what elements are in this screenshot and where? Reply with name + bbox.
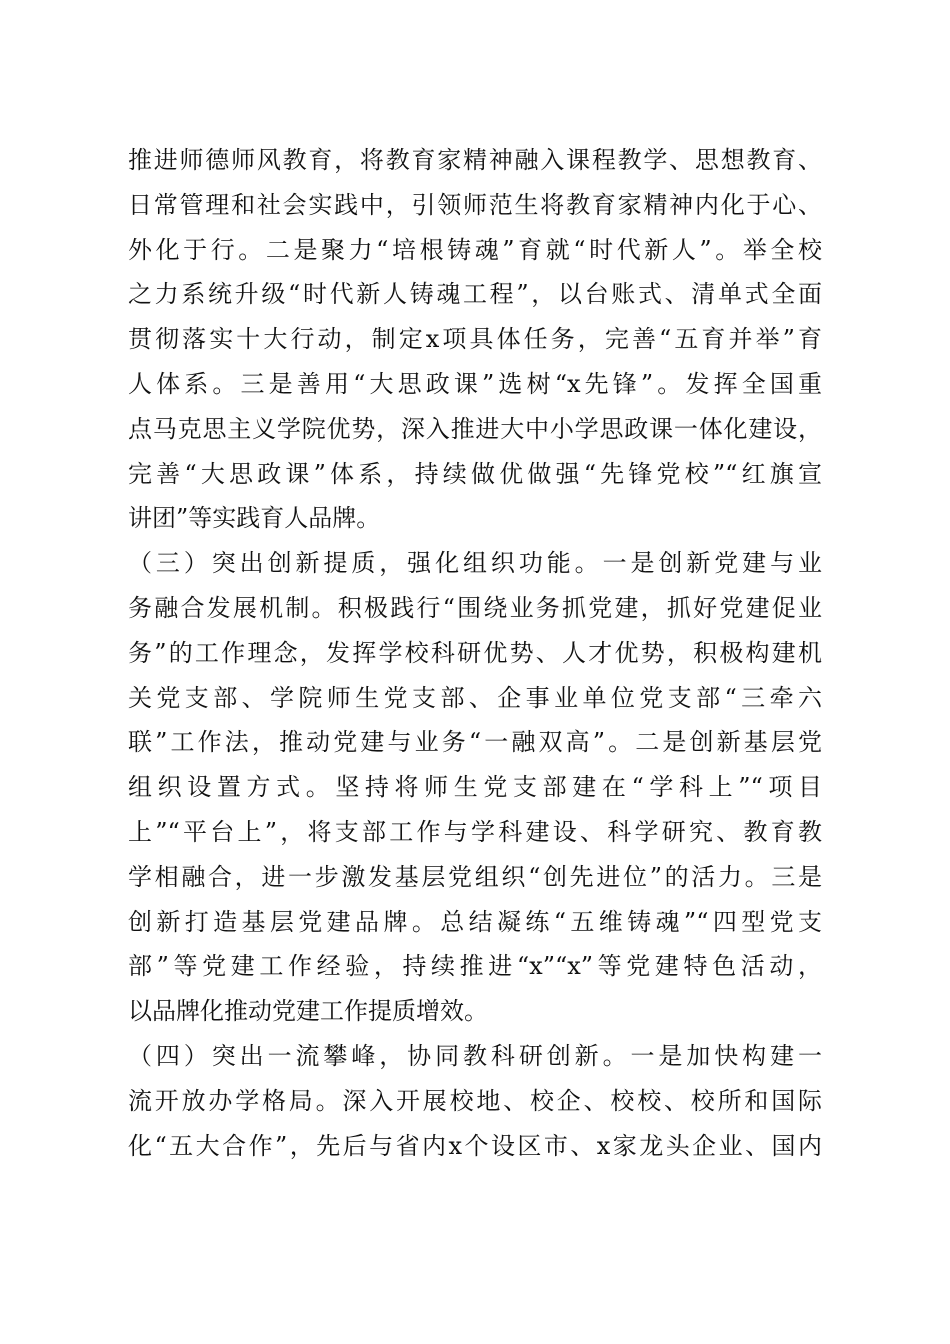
text-line: 贯彻落实十大行动，制定x项具体任务，完善“五育并举”育: [128, 325, 822, 354]
paragraph-3-section-four: [128, 1034, 822, 1168]
text-line: 人体系。三是善用“大思政课”选树“x先锋”。发挥全国重: [128, 369, 822, 398]
text-line: 之力系统升级“时代新人铸魂工程”，以台账式、清单式全面: [128, 280, 822, 309]
text-line: 完善“大思政课”体系，持续做优做强“先锋党校”“红旗宣: [128, 459, 822, 488]
text-line: 化“五大合作”，先后与省内x个设区市、x家龙头企业、国内: [128, 1131, 822, 1160]
text-line: 部”等党建工作经验，持续推进“x”“x”等党建特色活动，: [128, 952, 822, 981]
text-line: 流开放办学格局。深入开展校地、校企、校校、校所和国际: [128, 1086, 822, 1115]
section-heading-line: （四）突出一流攀峰，协同教科研创新。一是加快构建一: [128, 1041, 822, 1070]
text-line: 以品牌化推动党建工作提质增效。: [128, 997, 488, 1026]
text-line: 务融合发展机制。积极践行“围绕业务抓党建，抓好党建促业: [128, 593, 822, 622]
text-line: 讲团”等实践育人品牌。: [128, 504, 381, 533]
text-line: 创新打造基层党建品牌。总结凝练“五维铸魂”“四型党支: [128, 907, 822, 936]
text-line: 外化于行。二是聚力“培根铸魂”育就“时代新人”。举全校: [128, 235, 822, 264]
text-line: 学相融合，进一步激发基层党组织“创先进位”的活力。三是: [128, 862, 822, 891]
document-page: [128, 138, 822, 1168]
text-line: 联”工作法，推动党建与业务“一融双高”。二是创新基层党: [128, 728, 822, 757]
text-line: 日常管理和社会实践中，引领师范生将教育家精神内化于心、: [128, 190, 822, 219]
text-line: 组织设置方式。坚持将师生党支部建在“学科上”“项目: [128, 773, 822, 802]
text-line: 务”的工作理念，发挥学校科研优势、人才优势，积极构建机: [128, 638, 822, 667]
section-heading-line: （三）突出创新提质，强化组织功能。一是创新党建与业: [128, 549, 822, 578]
text-line: 点马克思主义学院优势，深入推进大中小学思政课一体化建设，: [128, 414, 822, 443]
paragraph-1: [128, 138, 822, 541]
text-line: 上”“平台上”，将支部工作与学科建设、科学研究、教育教: [128, 817, 822, 846]
paragraph-2-section-three: [128, 541, 822, 1034]
text-line: 推进师德师风教育，将教育家精神融入课程教学、思想教育、: [128, 146, 822, 174]
text-line: 关党支部、学院师生党支部、企事业单位党支部“三牵六: [128, 683, 822, 712]
